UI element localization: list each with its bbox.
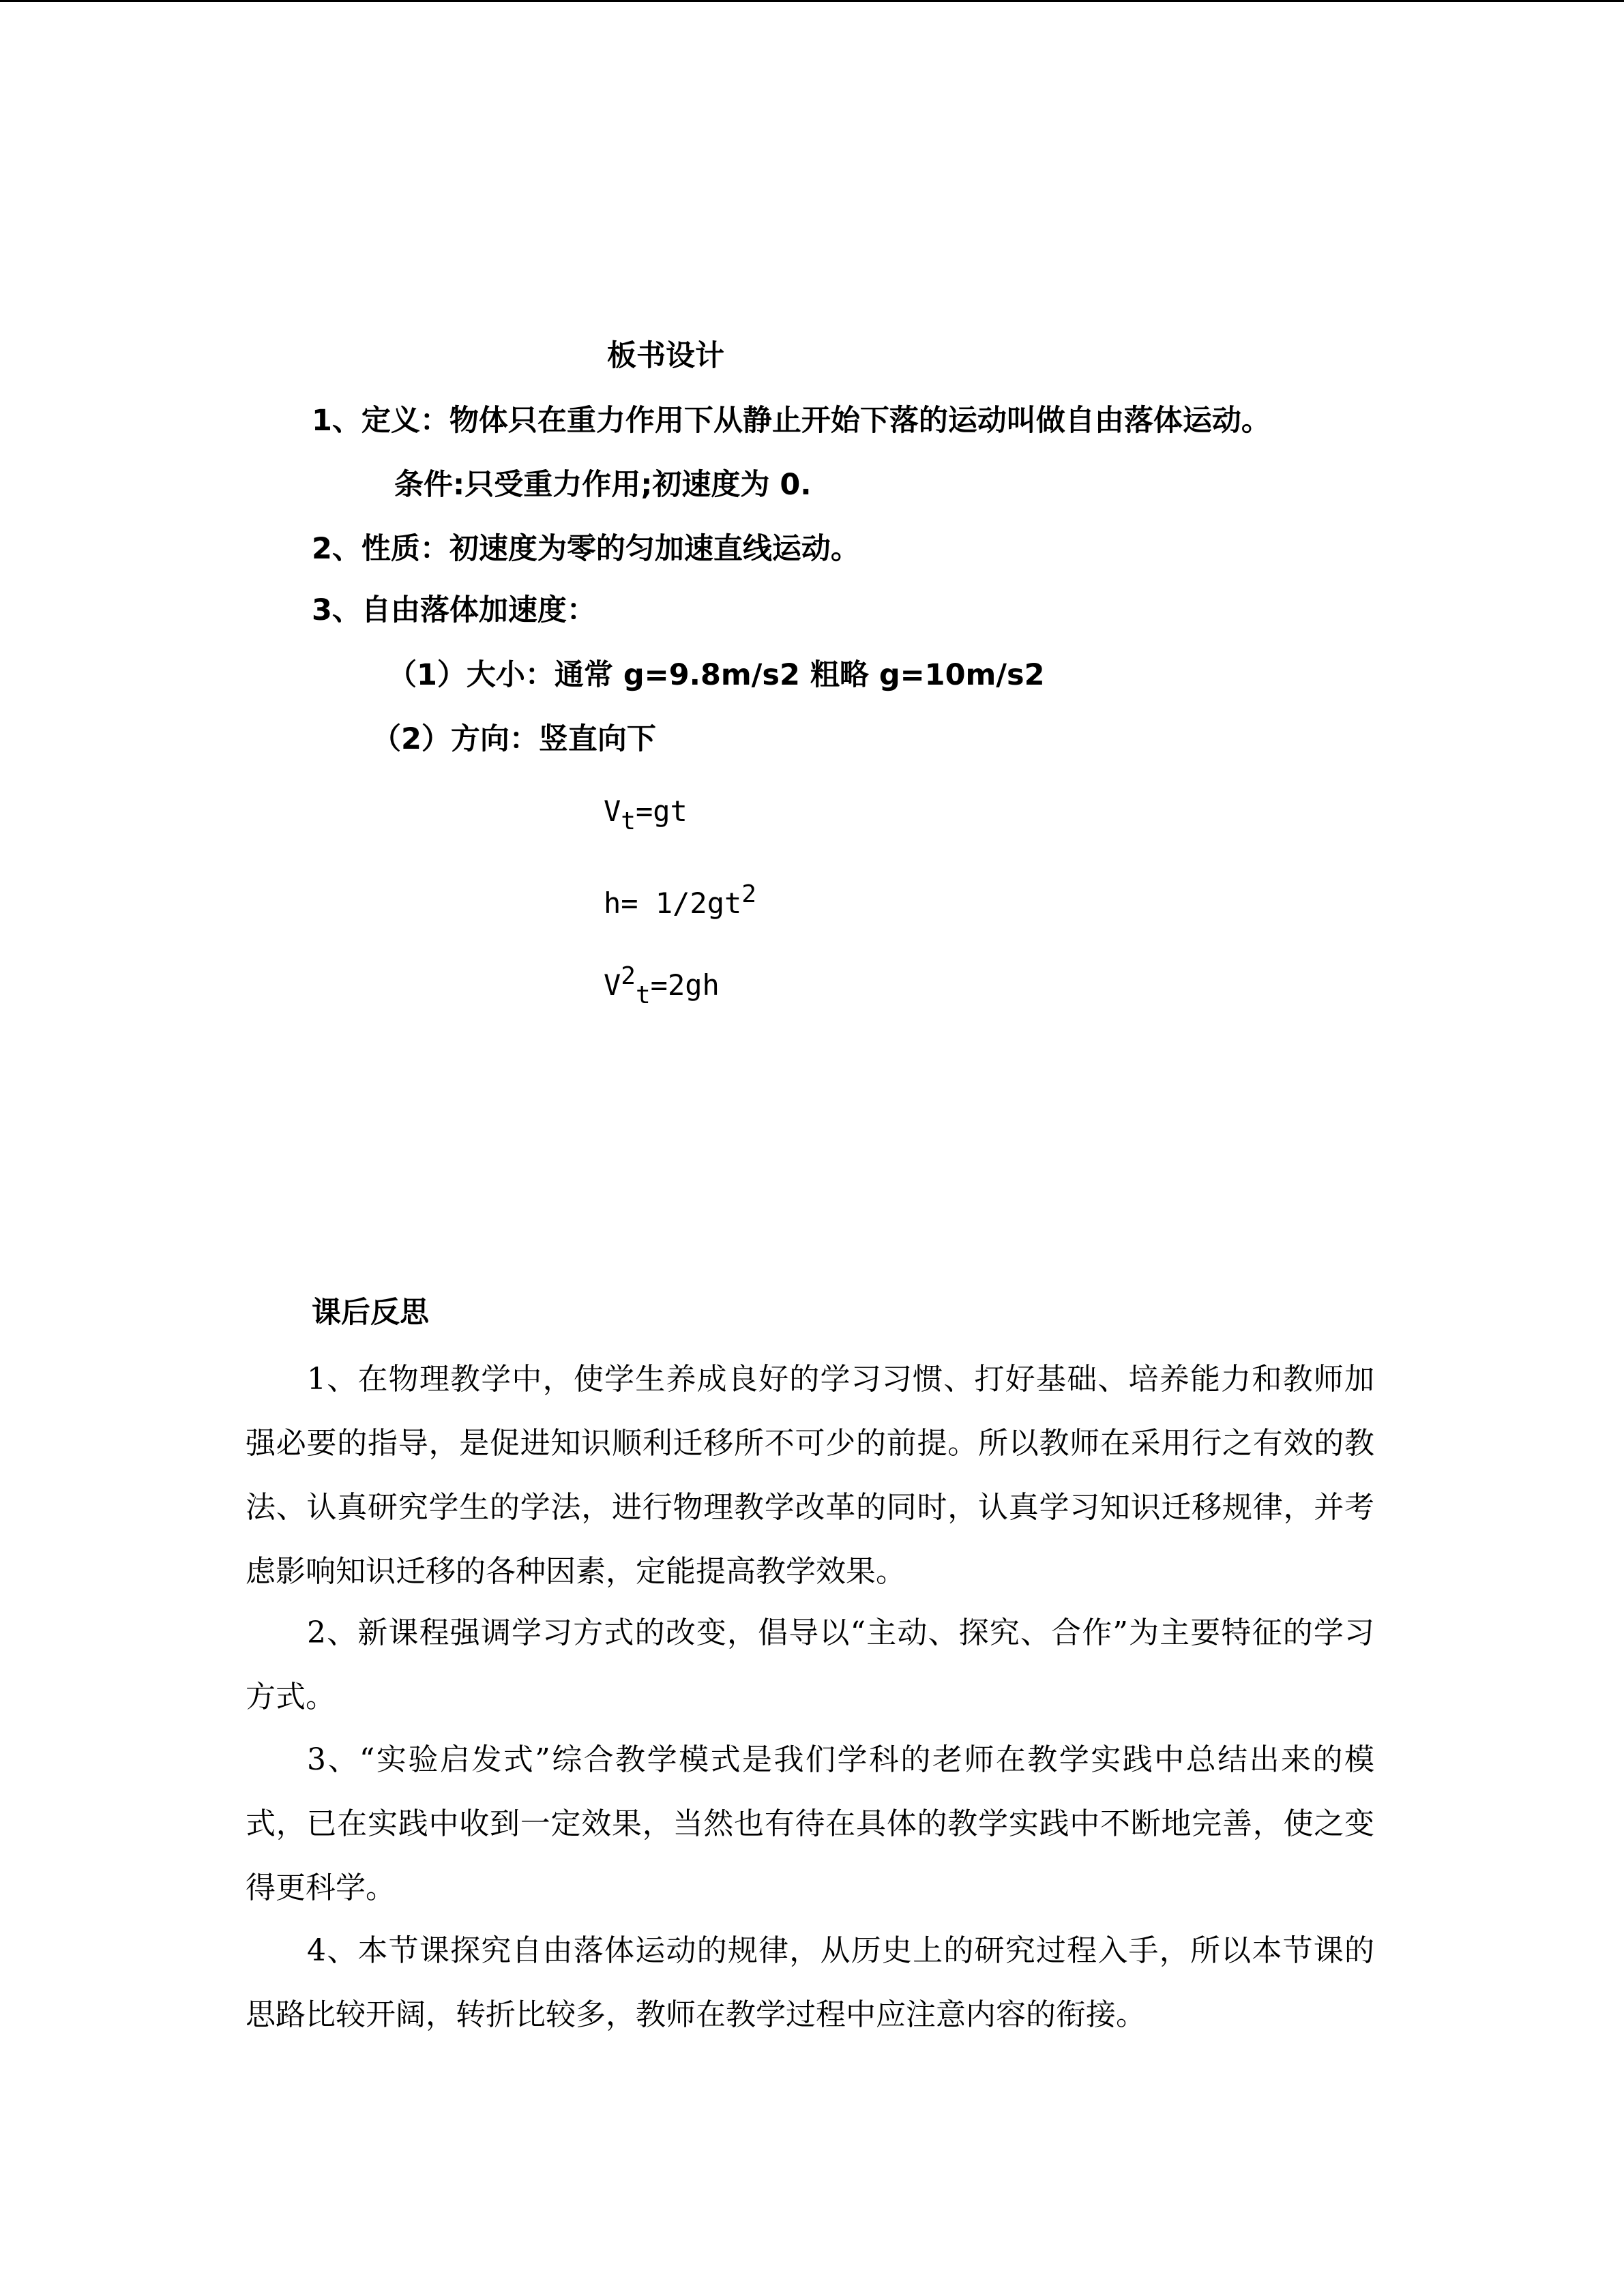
magnitude-line: （1）大小：通常 g=9.8m/s2 粗略 g=10m/s2 <box>387 658 1045 692</box>
direction-line: （2）方向：竖直向下 <box>372 722 656 756</box>
reflection-paragraph-1: 1、在物理教学中，使学生养成良好的学习习惯、打好基础、培养能力和教师加强必要的指导，是促进知识顺利迁移所不可少的前提。所以教师在采用行之有效的教法、认真研究学生的学法，进行物理教学改革的同时，认真学习知识迁移规律，并考虑影响知识迁移的各种因素，定能提高教学效果。 <box>246 1362 1374 1589</box>
formula-velocity-rest: =gt <box>635 794 688 828</box>
formula-height-superscript: 2 <box>741 880 756 908</box>
acceleration-heading: 3、自由落体加速度： <box>312 593 596 627</box>
formula-velocity-base: V <box>604 794 621 828</box>
formula-velocity-squared <box>604 962 720 1009</box>
formula-height <box>604 880 756 926</box>
formula-vsq-base: V <box>604 968 621 1002</box>
formula-vsq-subscript: t <box>635 981 651 1009</box>
definition-line: 1、定义：物体只在重力作用下从静止开始下落的运动叫做自由落体运动。 <box>312 404 1271 438</box>
reflection-paragraph-3: 3、“实验启发式”综合教学模式是我们学科的老师在教学实践中总结出来的模式，已在实践中收到一定效果，当然也有待在具体的教学实践中不断地完善，使之变得更科学。 <box>246 1742 1374 1905</box>
blackboard-title: 板书设计 <box>607 339 724 373</box>
formula-vsq-superscript: 2 <box>621 962 636 990</box>
page-top-border <box>0 0 1624 2</box>
formula-velocity-subscript: t <box>621 807 636 835</box>
condition-line: 条件:只受重力作用;初速度为 0. <box>394 468 812 502</box>
reflection-title: 课后反思 <box>312 1296 429 1330</box>
reflection-paragraph-4: 4、本节课探究自由落体运动的规律，从历史上的研究过程入手，所以本节课的思路比较开阔，转折比较多，教师在教学过程中应注意内容的衔接。 <box>246 1933 1374 2032</box>
formula-velocity <box>604 791 688 834</box>
formula-vsq-rest: =2gh <box>650 968 720 1002</box>
property-line: 2、性质：初速度为零的匀加速直线运动。 <box>312 532 860 566</box>
formula-height-base: h= 1/2gt <box>604 886 742 920</box>
reflection-paragraph-2: 2、新课程强调学习方式的改变，倡导以“主动、探究、合作”为主要特征的学习方式。 <box>246 1615 1374 1714</box>
